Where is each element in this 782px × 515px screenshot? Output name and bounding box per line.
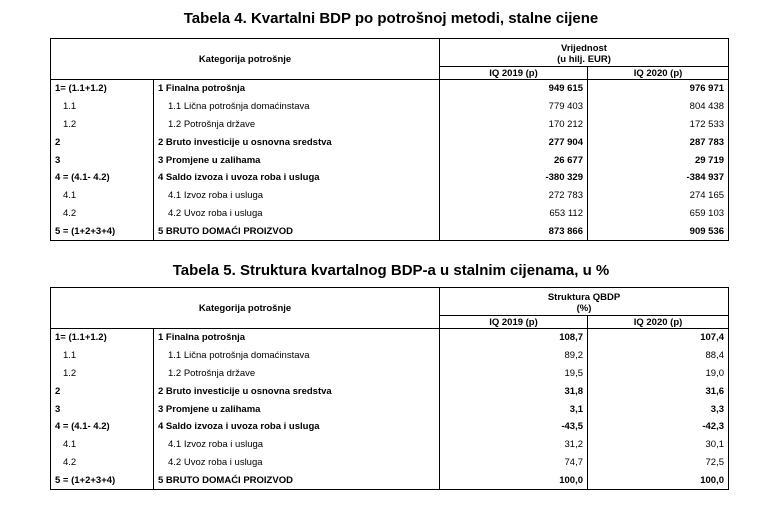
row-code: 2 (51, 133, 154, 151)
table-row (51, 169, 729, 187)
row-value-2019: 31,8 (440, 382, 588, 400)
row-value-2020: 107,4 (588, 329, 729, 347)
row-value-2019: -380 329 (440, 169, 588, 187)
row-value-2020: 19,0 (588, 365, 729, 383)
table-row (51, 205, 729, 223)
row-code: 3 (51, 400, 154, 418)
row-value-2020: 100,0 (588, 471, 729, 489)
value-header-line1: Struktura QBDP (547, 292, 621, 303)
row-value-2019: 31,2 (440, 436, 588, 454)
row-value-2020: 804 438 (588, 98, 729, 116)
table-5-title: Tabela 5. Struktura kvartalnog BDP-a u stalnim cijenama, u % (172, 262, 610, 279)
row-value-2019: 170 212 (440, 116, 588, 134)
table-row (51, 382, 729, 400)
row-value-2020: 172 533 (588, 116, 729, 134)
row-code: 5 = (1+2+3+4) (51, 222, 154, 240)
category-header: Kategorija potrošnje (51, 288, 440, 329)
row-value-2020: 31,6 (588, 382, 729, 400)
row-value-2019: -43,5 (440, 418, 588, 436)
row-category: 4.1 Izvoz roba i usluga (154, 187, 440, 205)
row-value-2019: 26 677 (440, 151, 588, 169)
row-category: 2 Bruto investicije u osnovna sredstva (154, 382, 440, 400)
row-value-2019: 873 866 (440, 222, 588, 240)
table-4-title: Tabela 4. Kvartalni BDP po potrošnoj metodi, stalne cijene (183, 10, 599, 27)
table-row (51, 329, 729, 347)
row-value-2020: 287 783 (588, 133, 729, 151)
row-value-2020: 3,3 (588, 400, 729, 418)
row-category: 3 Promjene u zalihama (154, 151, 440, 169)
row-category: 5 BRUTO DOMAĆI PROIZVOD (154, 222, 440, 240)
row-value-2020: 659 103 (588, 205, 729, 223)
row-value-2019: 74,7 (440, 454, 588, 472)
row-code: 5 = (1+2+3+4) (51, 471, 154, 489)
row-category: 1.2 Potrošnja države (154, 365, 440, 383)
row-value-2019: 108,7 (440, 329, 588, 347)
row-category: 5 BRUTO DOMAĆI PROIZVOD (154, 471, 440, 489)
table-5 (50, 287, 729, 490)
row-category: 4 Saldo izvoza i uvoza roba i usluga (154, 418, 440, 436)
value-header-line1: Vrijednost (561, 43, 607, 54)
row-code: 4.1 (51, 436, 154, 454)
table-row (51, 454, 729, 472)
table-row (51, 400, 729, 418)
row-value-2019: 19,5 (440, 365, 588, 383)
row-category: 4 Saldo izvoza i uvoza roba i usluga (154, 169, 440, 187)
row-value-2020: 30,1 (588, 436, 729, 454)
row-category: 1 Finalna potrošnja (154, 329, 440, 347)
table-row (51, 151, 729, 169)
row-code: 3 (51, 151, 154, 169)
row-code: 4.2 (51, 205, 154, 223)
table-4 (50, 38, 729, 241)
table-row (51, 347, 729, 365)
row-category: 3 Promjene u zalihama (154, 400, 440, 418)
row-value-2019: 949 615 (440, 80, 588, 98)
row-value-2020: 976 971 (588, 80, 729, 98)
row-value-2020: 72,5 (588, 454, 729, 472)
row-value-2020: 88,4 (588, 347, 729, 365)
table-row (51, 365, 729, 383)
table-row (51, 436, 729, 454)
column-header-2019: IQ 2019 (p) (440, 67, 588, 80)
table-row (51, 116, 729, 134)
table-row (51, 222, 729, 240)
row-code: 2 (51, 382, 154, 400)
row-code: 1.2 (51, 116, 154, 134)
row-code: 4.2 (51, 454, 154, 472)
row-value-2019: 272 783 (440, 187, 588, 205)
row-value-2019: 653 112 (440, 205, 588, 223)
column-header-2020: IQ 2020 (p) (588, 316, 729, 329)
row-value-2019: 89,2 (440, 347, 588, 365)
category-header: Kategorija potrošnje (51, 39, 440, 80)
row-code: 4 = (4.1- 4.2) (51, 418, 154, 436)
row-category: 1 Finalna potrošnja (154, 80, 440, 98)
value-header-line2: (%) (576, 303, 592, 314)
row-category: 1.2 Potrošnja države (154, 116, 440, 134)
row-value-2019: 100,0 (440, 471, 588, 489)
row-code: 1.1 (51, 98, 154, 116)
row-value-2020: 29 719 (588, 151, 729, 169)
row-code: 1= (1.1+1.2) (51, 80, 154, 98)
value-header (440, 39, 729, 67)
row-value-2019: 3,1 (440, 400, 588, 418)
table-row (51, 98, 729, 116)
row-code: 1.1 (51, 347, 154, 365)
row-category: 4.2 Uvoz roba i usluga (154, 205, 440, 223)
column-header-2019: IQ 2019 (p) (440, 316, 588, 329)
table-row (51, 80, 729, 98)
row-value-2020: -42,3 (588, 418, 729, 436)
table-row (51, 471, 729, 489)
row-category: 1.1 Lična potrošnja domaćinstava (154, 98, 440, 116)
row-value-2020: -384 937 (588, 169, 729, 187)
row-code: 4 = (4.1- 4.2) (51, 169, 154, 187)
row-code: 4.1 (51, 187, 154, 205)
table-row (51, 133, 729, 151)
row-value-2020: 274 165 (588, 187, 729, 205)
row-category: 4.1 Izvoz roba i usluga (154, 436, 440, 454)
row-value-2019: 277 904 (440, 133, 588, 151)
table-row (51, 418, 729, 436)
row-category: 1.1 Lična potrošnja domaćinstava (154, 347, 440, 365)
table-row (51, 187, 729, 205)
row-value-2019: 779 403 (440, 98, 588, 116)
row-category: 2 Bruto investicije u osnovna sredstva (154, 133, 440, 151)
row-code: 1.2 (51, 365, 154, 383)
row-value-2020: 909 536 (588, 222, 729, 240)
row-code: 1= (1.1+1.2) (51, 329, 154, 347)
value-header (440, 288, 729, 316)
column-header-2020: IQ 2020 (p) (588, 67, 729, 80)
row-category: 4.2 Uvoz roba i usluga (154, 454, 440, 472)
value-header-line2: (u hilj. EUR) (557, 54, 611, 65)
